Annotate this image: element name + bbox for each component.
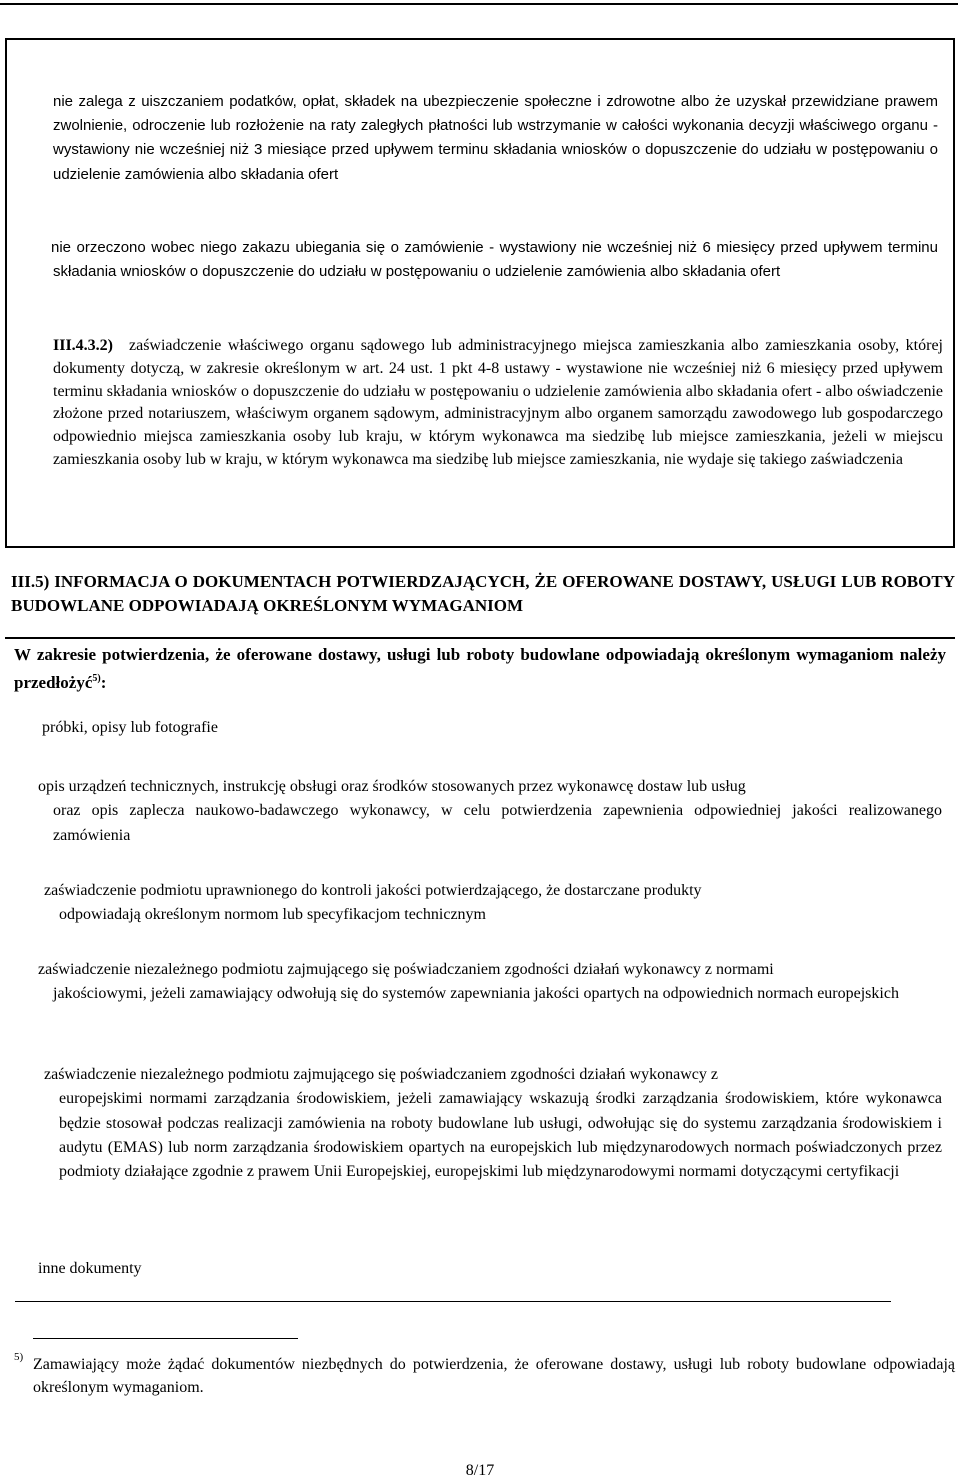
option-environmental-certificate[interactable] (44, 1063, 942, 1184)
tax-certificate-paragraph: nie zalega z uiszczaniem podatków, opłat, składek na ubezpieczenie społeczne i zdrowotne albo że uzyskał przewidziane prawem zwolnienie, odroczenie lub rozłożenie na raty zaległych płatności lub wstrzymanie w całości wykonania decyzji właściwego organu - wystawiony nie wcześniej niż 3 miesiące przed upływem terminu składania wniosków o dopuszczenie do udziału w postępowaniu o udzielenie zamówienia albo składania ofert (53, 93, 938, 183)
option-samples[interactable] (42, 716, 942, 740)
option-label-continued: odpowiadają określonym normom lub specyfikacjom technicznym (59, 906, 486, 924)
option-other-documents[interactable] (38, 1257, 638, 1281)
paragraph-label: III.4.3.2) (53, 337, 114, 354)
intro-colon: : (100, 673, 107, 692)
option-label-continued: jakościowymi, jeżeli zamawiający odwołują się do systemów zapewniania jakości opartych na odpowiednich normach europejskich (53, 985, 899, 1003)
option-quality-control-certificate[interactable] (44, 879, 942, 928)
page-number: 8/17 (465, 1462, 495, 1479)
footnote-ref: 5) (92, 673, 101, 684)
requirements-intro (14, 643, 946, 695)
option-quality-norms-certificate[interactable] (38, 958, 942, 1007)
footnote-text: Zamawiający może żądać dokumentów niezbędnych do potwierdzenia, że oferowane dostawy, usługi lub roboty budowlane odpowiadają określonym wymaganiom. (33, 1356, 955, 1396)
option-label: opis urządzeń technicznych, instrukcję obsługi oraz środków stosowanych przez wykonawcę dostaw lub usług (38, 778, 746, 795)
option-label-continued: europejskimi normami zarządzania środowiskiem, jeżeli zamawiający wskazują środki zarządzania środowiskiem, które wykonawca będzie stosował podczas realizacji zamówienia na roboty budowlane lub usługi, odwołując się do systemu zarządzania środowiskiem i audytu (EMAS) lub norm zarządzania środowiskiem opartych na europejskich lub międzynarodowych normach poświadczonych przez podmioty działające zgodnie z prawem Unii Europejskiej, europejskimi lub międzynarodowymi normami dotyczącymi certyfikacji (59, 1090, 942, 1181)
no-ban-paragraph: nie orzeczono wobec niego zakazu ubiegania się o zamówienie - wystawiony nie wcześniej niż 6 miesięcy przed upływem terminu składania wniosków o dopuszczenie do udziału w postępowaniu o udzielenie zamówienia albo składania ofert (51, 239, 938, 281)
option-label: zaświadczenie niezależnego podmiotu zajmującego się poświadczaniem zgodności działań wykonawcy z normami (38, 961, 774, 978)
section-bottom-rule (15, 1301, 891, 1302)
option-label: inne dokumenty (38, 1260, 142, 1277)
section-title: III.5) INFORMACJA O DOKUMENTACH POTWIERDZAJĄCYCH, ŻE OFEROWANE DOSTAWY, USŁUGI LUB ROBOTY BUDOWLANE ODPOWIADAJĄ OKREŚLONYM WYMAGANIOM (11, 572, 955, 615)
paragraph-text: zaświadczenie właściwego organu sądowego lub administracyjnego miejsca zamieszkania albo zamieszkania osoby, której dokumenty dotyczą, w zakresie określonym w art. 24 ust. 1 pkt 4-8 ustawy - wystawione nie wcześniej niż 6 miesięcy przed upływem terminu składania wniosków o dopuszczenie do udziału w postępowaniu o udzielenie zamówienia albo składania ofert - albo oświadczenie złożone przed notariuszem, właściwym organem sądowym, administracyjnym albo organem samorządu zawodowego lub gospodarczego odpowiednio miejsca zamieszkania osoby lub kraju, w którym wykonawca ma siedzibę lub miejsce zamieszkania, jeżeli w miejscu zamieszkania osoby lub w kraju, w którym wykonawca ma siedzibę lub miejsce zamieszkania, nie wydaje się takiego zaświadczenia (53, 337, 943, 468)
requirements-box-top-border (5, 637, 955, 639)
option-label: zaświadczenie podmiotu uprawnionego do kontroli jakości potwierdzającego, że dostarczane produkty (44, 882, 702, 899)
option-label: próbki, opisy lub fotografie (42, 719, 218, 736)
option-technical-description[interactable] (38, 775, 942, 848)
footnote-mark: 5) (14, 1351, 24, 1363)
option-label: zaświadczenie niezależnego podmiotu zajmującego się poświadczaniem zgodności działań wykonawcy z (44, 1066, 718, 1083)
footnote-separator (33, 1338, 298, 1339)
option-label-continued: oraz opis zaplecza naukowo-badawczego wykonawcy, w celu potwierdzenia zapewnienia odpowiedniej jakości realizowanego zamówienia (53, 802, 942, 844)
court-certificate-paragraph (53, 335, 943, 472)
intro-text: W zakresie potwierdzenia, że oferowane dostawy, usługi lub roboty budowlane odpowiadają określonym wymaganiom należy przedłożyć (14, 645, 946, 692)
page-top-rule (0, 3, 958, 5)
